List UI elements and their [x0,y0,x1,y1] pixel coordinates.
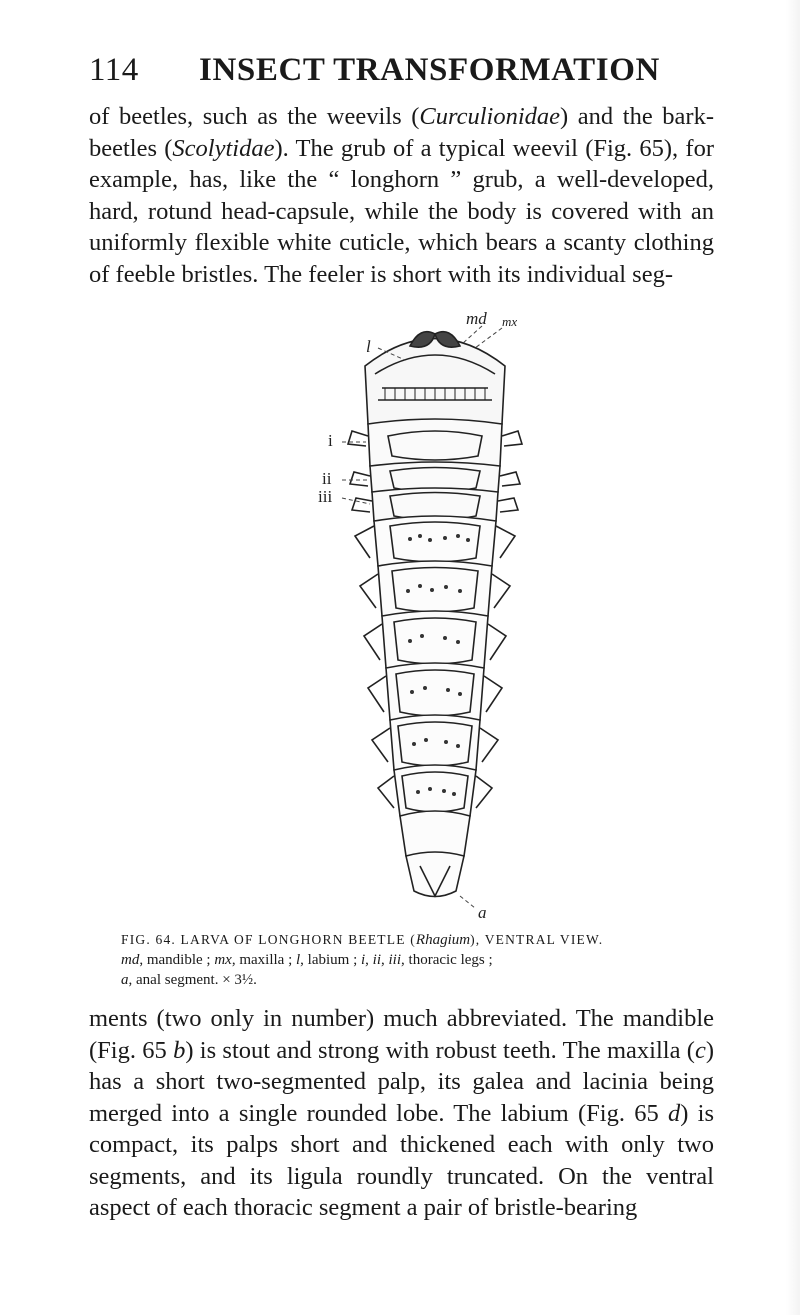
label-leg-ii: ii [322,469,332,488]
caption-l-text: , labium ; [300,952,361,968]
caption-iii: iii [388,952,402,968]
p1-text-a: of beetles, such as the weevils ( [89,103,420,130]
p2-fig-b: b [173,1036,186,1064]
caption-a-text: , anal segment. × 3½. [128,972,257,988]
p1-text-b: ) and the bark- [560,103,714,130]
paragraph-top [89,101,714,290]
p2-text-a: (Fig. 65 [89,1036,174,1064]
caption-label: FIG. 64. LARVA OF LONGHORN BEETLE ( [121,932,416,947]
label-anal: a [478,903,487,922]
running-head: INSECT TRANSFORMATION [199,52,660,88]
p2-fig-d: d [667,1099,681,1127]
p1-text-c: beetles ( [89,134,173,162]
anal-segment [406,852,464,897]
caption-mx: mx [214,952,232,968]
p1-text-d: ). The grub of a typical weevil (Fig. 65), [274,134,679,162]
p1-text-rest: for example, has, like the “ longhorn ” grub, a well-developed, hard, rotund head-capsule, while the body is covered with an uniformly flexible white cuticle, which bears a scanty clothing of feeble bristles. The feeler is short with its individual seg- [89,134,714,288]
label-maxilla: mx [502,314,518,329]
paragraph-bottom [89,1003,714,1224]
p2-text-d: ) has a short two-segmented palp, its galea and lacinia being merged into a single rounded lobe. The labium (Fig. 65 [89,1036,715,1127]
caption-i: i [361,952,366,968]
caption-mx-text: , maxilla ; [231,952,296,968]
caption-genus: Rhagium [415,932,471,948]
caption-md-text: , mandible ; [139,952,215,968]
label-leg-i: i [328,431,333,450]
p2-text-e: ) is compact, its palps short and thickened each with only two segments, and its ligula roundly truncated. On the ventral aspect of each thoracic segment a pair of bristle-bearing [89,1099,715,1221]
caption-ii: ii [372,952,382,968]
page-header [89,52,709,96]
caption-l: l [296,952,301,968]
p2-text-b: ) is stout and strong with robust teeth. The maxilla [185,1036,681,1064]
caption-legs-text: , thoracic legs ; [401,952,493,968]
label-mandible: md [466,309,487,328]
figure-caption: FIG. 64. LARVA OF LONGHORN BEETLE (Rhagium), VENTRAL VIEW. md, mandible ; mx, maxilla ; l, labium ; i, ii, iii, thoracic legs ; a, anal segment. × 3½. [121,932,604,988]
label-labium: l [366,337,371,356]
page-edge [786,0,800,1315]
caption-label-end: ), VENTRAL VIEW. [470,932,604,947]
page-number: 114 [89,52,139,88]
p2-fig-c: c [694,1036,706,1064]
p1-term-curculionidae: Curculionidae [419,103,561,130]
larva-illustration [270,296,600,946]
p2-line1: ments (two only in number) much abbreviated. The mandible [89,1005,714,1032]
caption-a: a [121,972,129,988]
caption-md: md [121,952,140,968]
label-leg-iii: iii [318,487,333,506]
p2-text-c: ( [686,1036,695,1064]
p1-term-scolytidae: Scolytidae [172,134,275,162]
